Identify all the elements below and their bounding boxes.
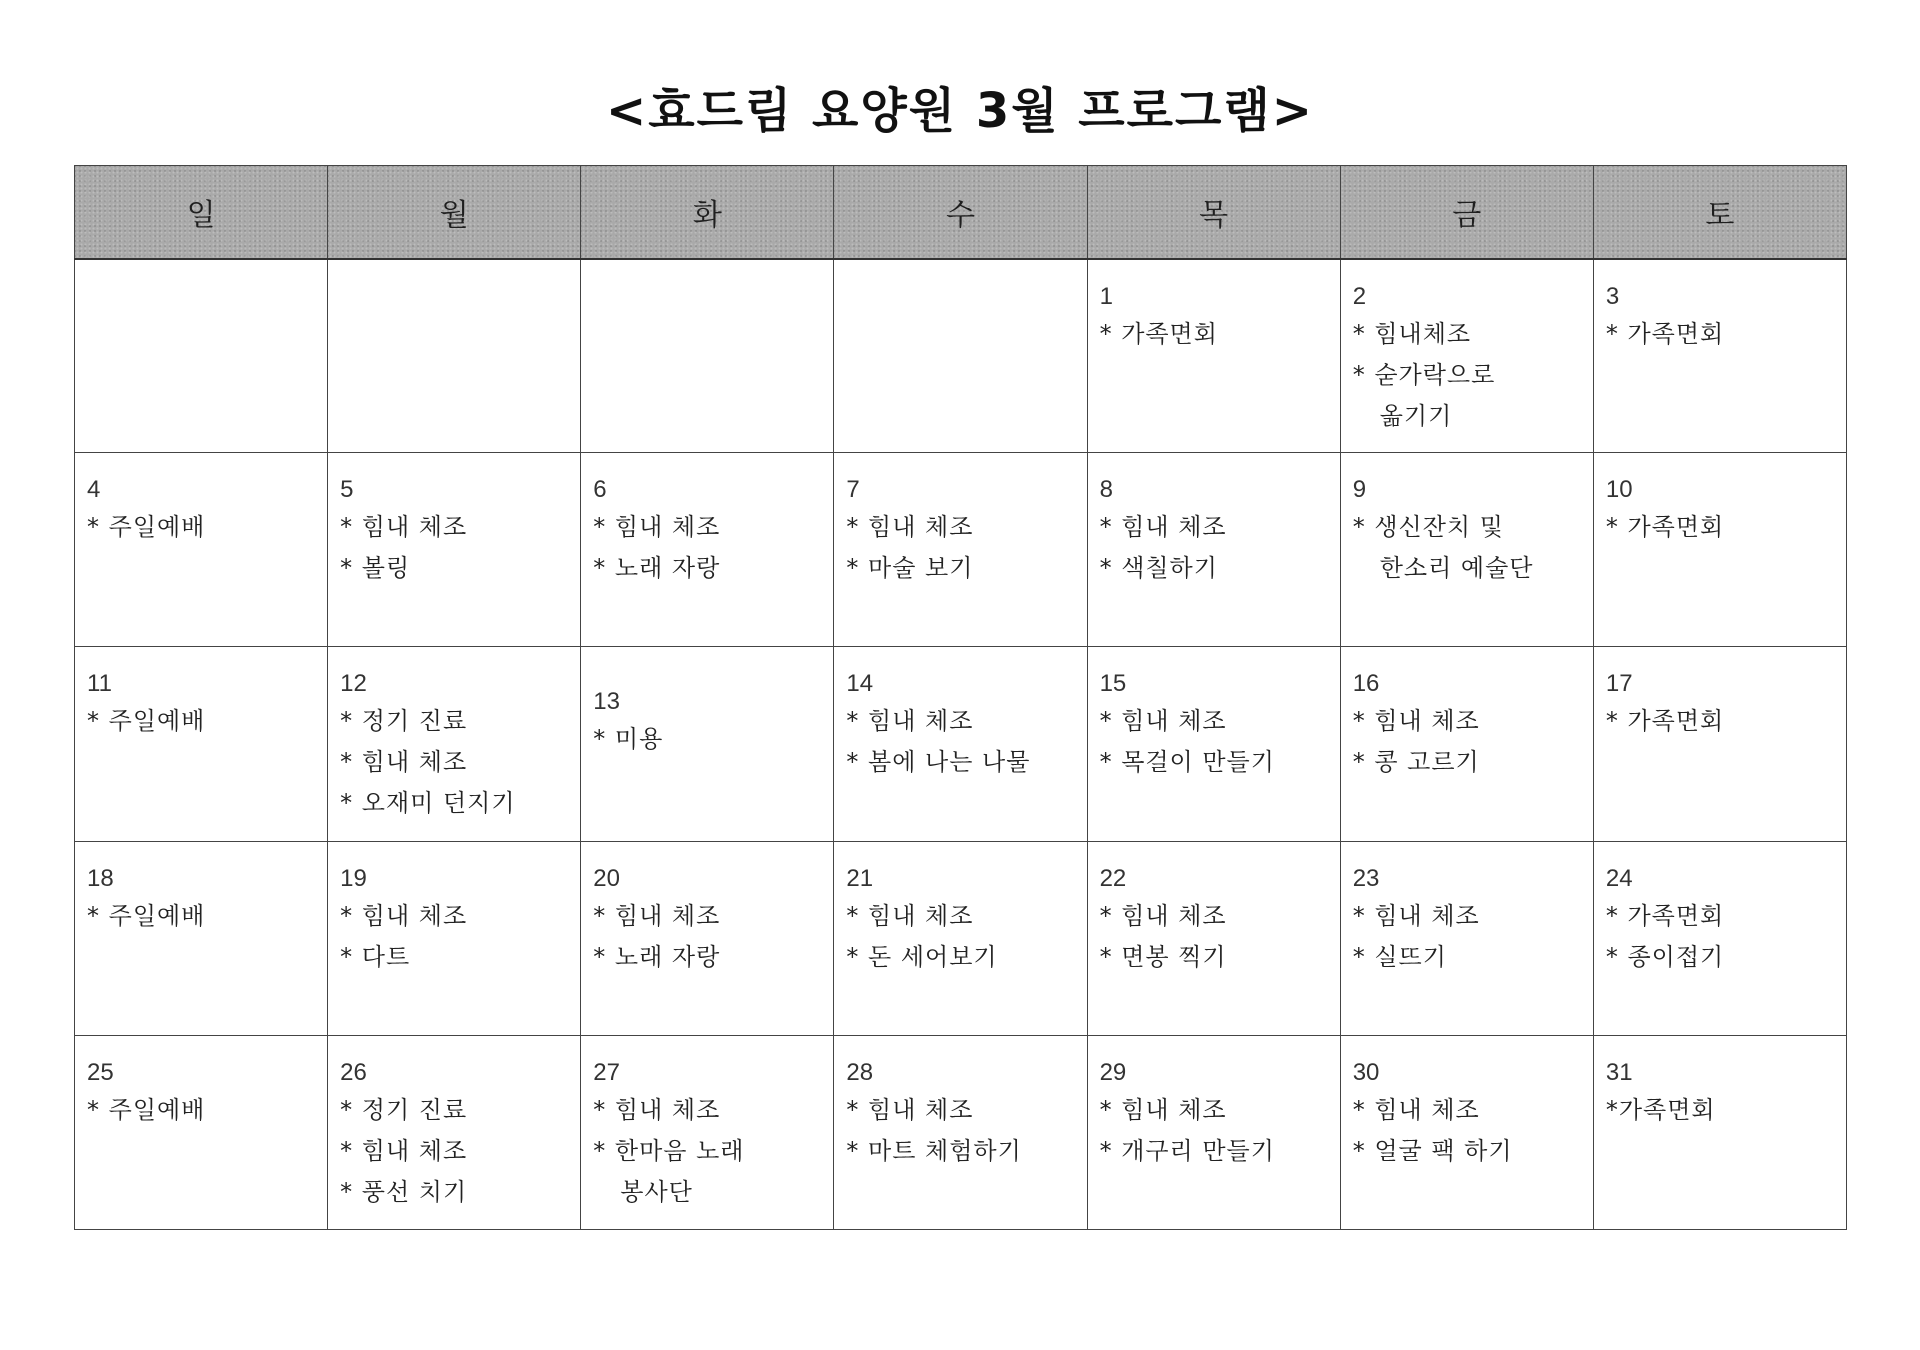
day-cell — [1593, 647, 1846, 841]
day-number: 8 — [1099, 476, 1113, 504]
day-number: 27 — [593, 1058, 620, 1086]
day-number: 21 — [846, 864, 874, 892]
day-number: 31 — [1605, 1058, 1633, 1086]
day-cell — [1340, 259, 1593, 453]
program-item: * 힘내 체조 — [593, 901, 721, 930]
program-item: * 주일예배 — [87, 707, 206, 736]
day-number: 5 — [340, 476, 354, 504]
weekday-header-thu: 목 — [1087, 166, 1340, 259]
program-item-continuation: 한소리 예술단 — [1379, 554, 1534, 583]
empty-day-cell — [581, 259, 834, 453]
program-item: * 힘내 체조 — [846, 707, 974, 736]
day-cell — [834, 453, 1087, 647]
day-number: 23 — [1352, 864, 1380, 892]
program-calendar — [74, 165, 1847, 1230]
program-item: * 한마음 노래 — [593, 1136, 745, 1165]
day-cell — [1087, 259, 1340, 453]
day-number: 16 — [1352, 670, 1380, 698]
week-row — [75, 841, 1847, 1035]
program-item: * 힘내 체조 — [846, 901, 974, 930]
day-cell — [1593, 841, 1846, 1035]
program-item: * 가족면회 — [1605, 319, 1725, 348]
day-cell — [581, 647, 834, 841]
program-item: * 힘내 체조 — [846, 513, 974, 542]
day-cell — [581, 453, 834, 647]
weekday-header-tue: 화 — [581, 166, 834, 259]
week-row — [75, 259, 1847, 453]
day-number: 18 — [87, 864, 114, 892]
program-item: * 정기 진료 — [340, 1095, 468, 1124]
program-item: * 힘내 체조 — [1099, 1095, 1227, 1124]
day-number: 15 — [1099, 670, 1127, 698]
day-cell — [328, 841, 581, 1035]
day-number: 6 — [593, 476, 607, 504]
program-item: * 주일예배 — [87, 901, 206, 930]
weekday-header-sat: 토 — [1593, 166, 1846, 259]
day-cell — [75, 453, 328, 647]
day-number: 24 — [1605, 864, 1633, 892]
day-cell — [1340, 841, 1593, 1035]
day-number: 10 — [1605, 476, 1633, 504]
program-item: * 노래 자랑 — [593, 942, 721, 971]
day-cell — [328, 1035, 581, 1229]
week-row — [75, 453, 1847, 647]
program-item: * 콩 고르기 — [1352, 748, 1480, 777]
day-number: 29 — [1099, 1058, 1127, 1086]
day-number: 20 — [593, 864, 620, 892]
day-number: 1 — [1099, 282, 1113, 310]
program-item-continuation: 옮기기 — [1379, 401, 1453, 430]
program-item: * 면봉 찍기 — [1099, 942, 1227, 971]
day-number: 26 — [340, 1058, 367, 1086]
program-item: * 숟가락으로 — [1352, 360, 1496, 389]
program-item: * 마트 체험하기 — [846, 1136, 1022, 1165]
program-item: * 정기 진료 — [340, 707, 468, 736]
program-item: * 가족면회 — [1605, 513, 1725, 542]
program-item: * 색칠하기 — [1099, 554, 1218, 583]
day-cell — [1593, 259, 1846, 453]
day-cell — [1087, 453, 1340, 647]
day-cell — [834, 841, 1087, 1035]
program-item: * 힘내 체조 — [340, 513, 468, 542]
day-number: 28 — [846, 1058, 874, 1086]
program-item: * 마술 보기 — [846, 554, 974, 583]
day-number: 22 — [1099, 864, 1127, 892]
program-item: * 주일예배 — [87, 1095, 206, 1124]
empty-day-cell — [834, 259, 1087, 453]
weekday-header-sun: 일 — [75, 166, 328, 259]
day-cell — [581, 1035, 834, 1229]
day-cell — [75, 1035, 328, 1229]
day-number: 4 — [87, 476, 101, 504]
day-cell — [1593, 1035, 1846, 1229]
week-row — [75, 1035, 1847, 1229]
program-item: * 가족면회 — [1099, 319, 1218, 348]
day-cell — [75, 841, 328, 1035]
program-item: * 가족면회 — [1605, 707, 1725, 736]
day-cell — [834, 647, 1087, 841]
program-item: * 힘내 체조 — [1099, 707, 1227, 736]
program-item: * 미용 — [593, 725, 664, 754]
program-item: * 풍선 치기 — [340, 1177, 468, 1206]
program-item: * 힘내 체조 — [340, 1136, 468, 1165]
day-number: 25 — [87, 1058, 114, 1086]
day-number: 11 — [87, 670, 112, 698]
day-number: 9 — [1352, 476, 1367, 504]
program-item: * 다트 — [340, 942, 411, 971]
day-cell — [1087, 647, 1340, 841]
weekday-header-row — [75, 166, 1847, 259]
week-row — [75, 647, 1847, 841]
program-item: * 볼링 — [340, 554, 411, 583]
program-item: * 주일예배 — [87, 513, 206, 542]
day-cell — [1340, 1035, 1593, 1229]
day-number: 3 — [1605, 282, 1620, 310]
program-item: * 힘내체조 — [1352, 319, 1472, 348]
day-number: 14 — [846, 670, 874, 698]
day-cell — [1340, 647, 1593, 841]
program-item: * 힘내 체조 — [593, 1095, 721, 1124]
program-item: * 실뜨기 — [1352, 942, 1447, 971]
program-item: * 힘내 체조 — [1099, 513, 1227, 542]
program-item: * 힘내 체조 — [1352, 1095, 1480, 1124]
program-item: * 봄에 나는 나물 — [846, 748, 1031, 777]
empty-day-cell — [75, 259, 328, 453]
day-number: 12 — [340, 670, 367, 698]
day-number: 17 — [1605, 670, 1633, 698]
program-item: * 생신잔치 및 — [1352, 513, 1504, 542]
weekday-header-mon: 월 — [328, 166, 581, 259]
program-item: * 힘내 체조 — [1099, 901, 1227, 930]
day-cell — [581, 841, 834, 1035]
program-item: * 얼굴 팩 하기 — [1352, 1136, 1513, 1165]
program-item: * 목걸이 만들기 — [1099, 748, 1275, 777]
day-cell — [1087, 841, 1340, 1035]
day-cell — [834, 1035, 1087, 1229]
program-item: * 종이접기 — [1605, 942, 1725, 971]
day-number: 7 — [846, 476, 860, 504]
page-title: <효드림 요양원 3월 프로그램> — [605, 83, 1315, 139]
program-item-continuation: 봉사단 — [620, 1177, 693, 1206]
program-item: * 개구리 만들기 — [1099, 1136, 1275, 1165]
day-cell — [328, 453, 581, 647]
day-cell — [1087, 1035, 1340, 1229]
program-item: * 힘내 체조 — [1352, 901, 1480, 930]
day-cell — [328, 647, 581, 841]
program-item: * 가족면회 — [1605, 901, 1725, 930]
day-number: 2 — [1352, 282, 1367, 310]
day-number: 19 — [340, 864, 367, 892]
program-item: * 힘내 체조 — [1352, 707, 1480, 736]
program-item: * 노래 자랑 — [593, 554, 721, 583]
program-item: * 돈 세어보기 — [846, 942, 998, 971]
program-item: *가족면회 — [1605, 1095, 1716, 1124]
program-item: * 오재미 던지기 — [340, 789, 516, 818]
day-cell — [1340, 453, 1593, 647]
weekday-header-fri: 금 — [1340, 166, 1593, 259]
program-item: * 힘내 체조 — [846, 1095, 974, 1124]
day-cell — [75, 647, 328, 841]
day-number: 13 — [593, 688, 620, 716]
program-item: * 힘내 체조 — [340, 748, 468, 777]
program-item: * 힘내 체조 — [340, 901, 468, 930]
weekday-header-wed: 수 — [834, 166, 1087, 259]
empty-day-cell — [328, 259, 581, 453]
day-number: 30 — [1352, 1058, 1380, 1086]
day-cell — [1593, 453, 1846, 647]
program-item: * 힘내 체조 — [593, 513, 721, 542]
